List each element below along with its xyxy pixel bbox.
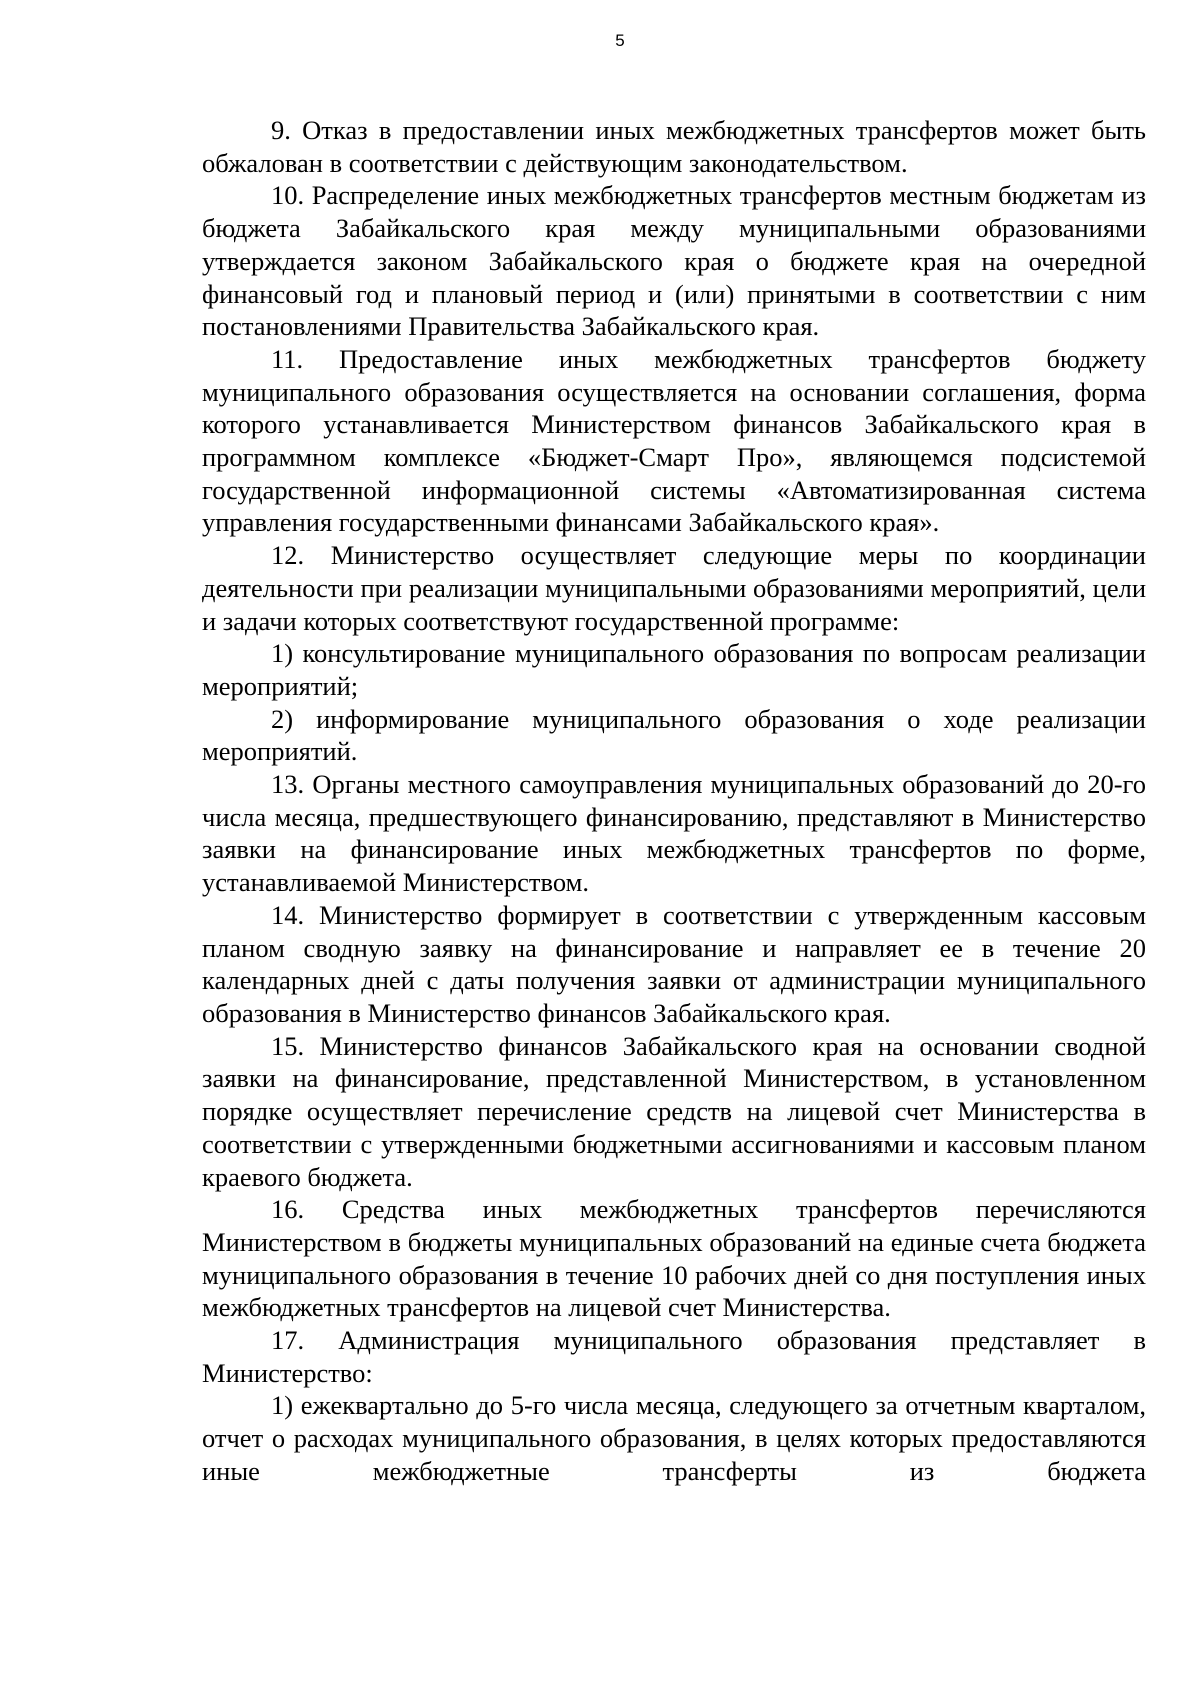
paragraph-9: 9. Отказ в предоставлении иных межбюджетных трансфертов может быть обжалован в соответствии с действующим законодательством. <box>202 115 1146 178</box>
paragraph-12-item-2: 2) информирование муниципального образования о ходе реализации мероприятий. <box>202 703 1146 767</box>
paragraph-10: 10. Распределение иных межбюджетных трансфертов местным бюджетам из бюджета Забайкальского края между муниципальными образованиями утверждается законом Забайкальского края о бюджете края на очередной финансовый год и плановый период и (или) принятыми в соответствии с ним постановлениями Правительства Забайкальского края. <box>202 180 1146 342</box>
paragraph-14: 14. Министерство формирует в соответствии с утвержденным кассовым планом сводную заявку на финансирование и направляет ее в течение 20 календарных дней с даты получения заявки от администрации муниципального образования в Министерство финансов Забайкальского края. <box>202 899 1146 1028</box>
document-body <box>202 114 1146 1488</box>
page-number: 5 <box>615 31 625 50</box>
paragraph-17-item-1: 1) ежеквартально до 5-го числа месяца, следующего за отчетным кварталом, отчет о расходах муниципального образования, в целях которых предоставляются иные межбюджетные трансферты из бюджета <box>202 1390 1146 1486</box>
paragraph-13: 13. Органы местного самоуправления муниципальных образований до 20-го числа месяца, предшествующего финансированию, представляют в Министерство заявки на финансирование иных межбюджетных трансфертов по форме, устанавливаемой Министерством. <box>202 769 1146 898</box>
paragraph-17: 17. Администрация муниципального образования представляет в Министерство: <box>202 1325 1146 1388</box>
paragraph-16: 16. Средства иных межбюджетных трансфертов перечисляются Министерством в бюджеты муниципальных образований на единые счета бюджета муниципального образования в течение 10 рабочих дней со дня поступления иных межбюджетных трансфертов на лицевой счет Министерства. <box>202 1194 1146 1323</box>
paragraph-12: 12. Министерство осуществляет следующие меры по координации деятельности при реализации муниципальными образованиями мероприятий, цели и задачи которых соответствуют государственной программе: <box>202 540 1146 636</box>
paragraph-15: 15. Министерство финансов Забайкальского края на основании сводной заявки на финансирование, представленной Министерством, в установленном порядке осуществляет перечисление средств на лицевой счет Министерства в соответствии с утвержденными бюджетными ассигнованиями и кассовым планом краевого бюджета. <box>202 1030 1146 1192</box>
paragraph-11: 11. Предоставление иных межбюджетных трансфертов бюджету муниципального образования осуществляется на основании соглашения, форма которого устанавливается Министерством финансов Забайкальского края в программном комплексе «Бюджет-Смарт Про», являющемся подсистемой государственной информационной системы «Автоматизированная система управления государственными финансами Забайкальского края». <box>202 343 1146 538</box>
paragraph-12-item-1: 1) консультирование муниципального образования по вопросам реализации мероприятий; <box>202 638 1146 701</box>
